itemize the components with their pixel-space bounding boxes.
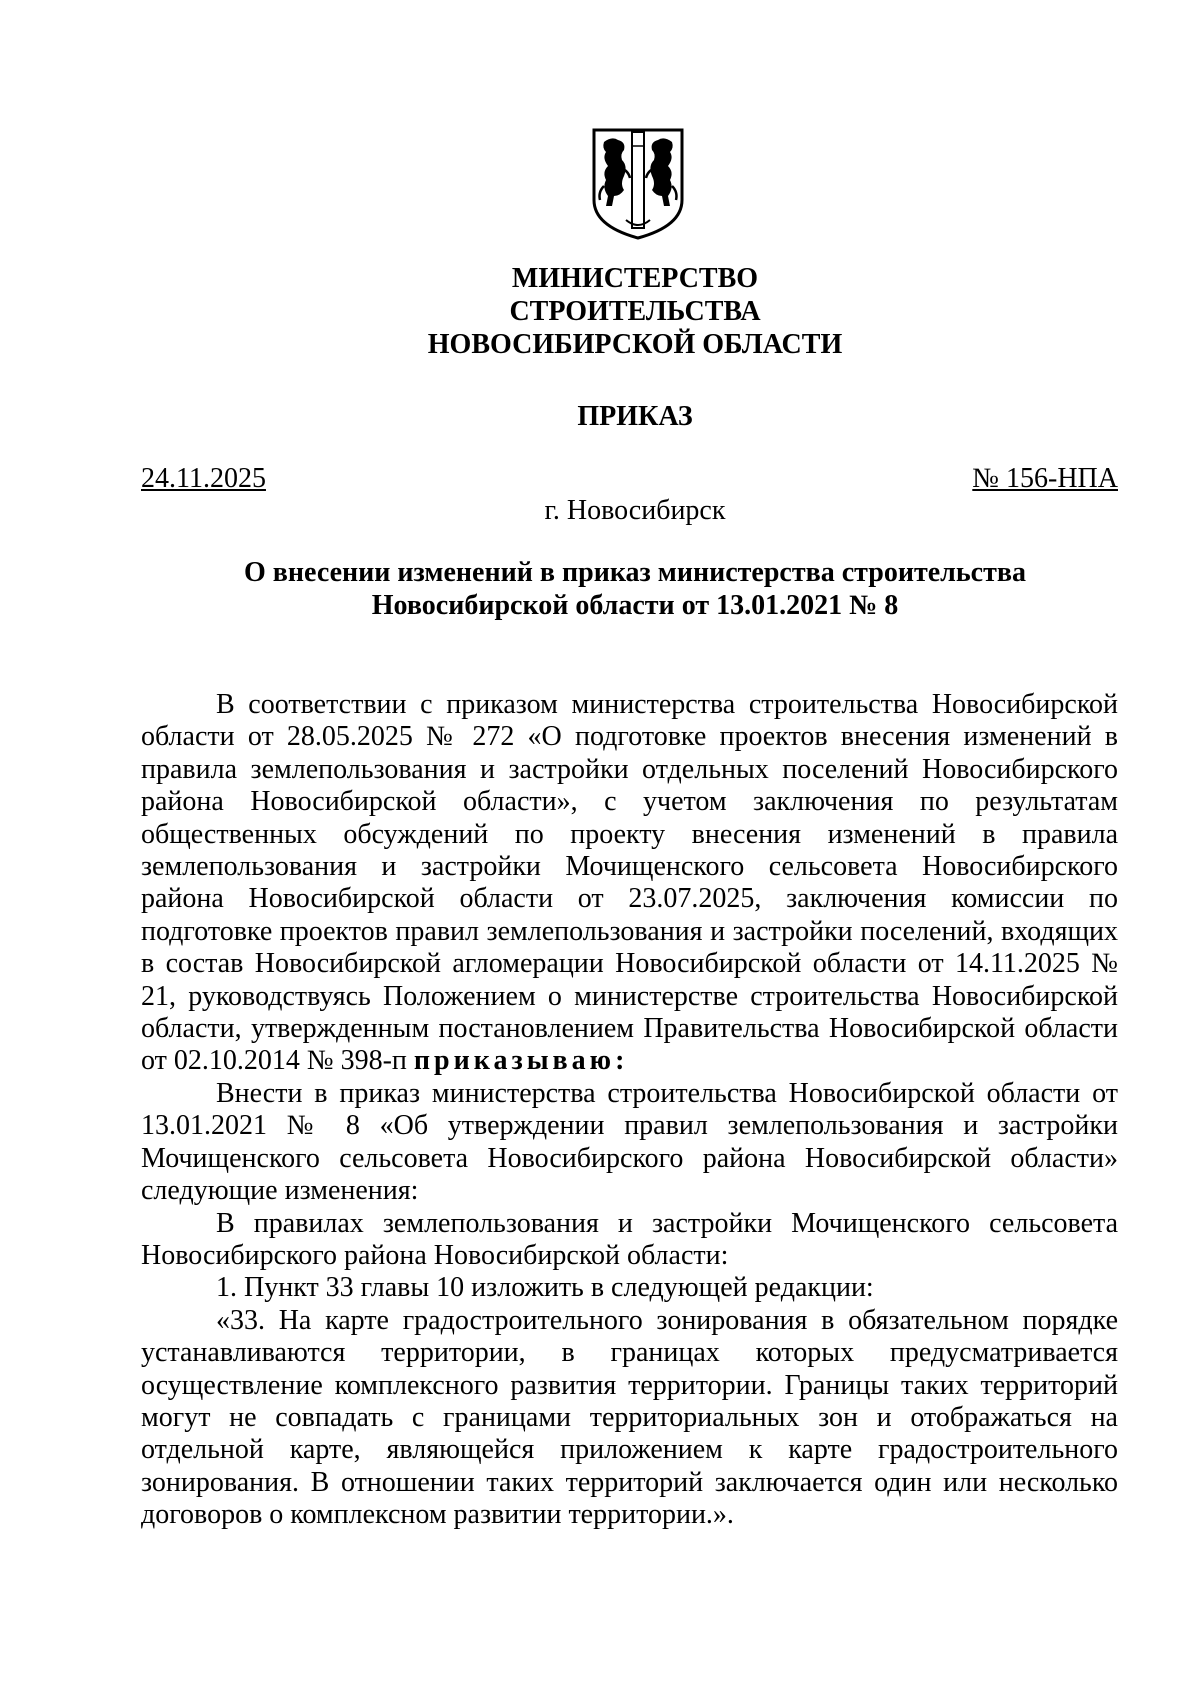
order-subject-line-2: Новосибирской области от 13.01.2021 № 8 [371, 590, 899, 621]
preamble-colon: : [615, 1045, 625, 1077]
order-number: № 156-НПА [972, 463, 1118, 494]
order-subject [0, 556, 1200, 622]
item-33-paragraph: «33. На карте градостроительного зонирования в обязательном порядке устанавливаются территории, в границах которых предусматривается осуществление комплексного развития территории. Границы таких территорий могут не совпадать с границами территориальных зон и отображаться на отдельной карте, являющейся приложением к карте градостроительного зонирования. В отношении таких территорий заключается один или несколько договоров о комплексном развитии территории.». [141, 1304, 1118, 1531]
ministry-name-line-3: НОВОСИБИРСКОЙ ОБЛАСТИ [427, 329, 843, 360]
coat-of-arms-emblem [590, 126, 686, 242]
preamble-text: В соответствии с приказом министерства строительства Новосибирской области от 28.05.2025 № 272 «О подготовке проектов внесения изменений в правила землепользования и застройки отдельных поселений Новосибирского района Новосибирской области», с учетом заключения по результатам общественных обсуждений по проекту внесения изменений в правила землепользования и застройки Мочищенского сельсовета Новосибирского района Новосибирской области от 23.07.2025, заключения комиссии по подготовке проектов правил землепользования и застройки поселений, входящих в состав Новосибирской агломерации Новосибирской области от 14.11.2025 № 21, руководствуясь Положением о министерстве строительства Новосибирской области, утвержденным постановлением Правительства Новосибирской области от 02.10.2014 № 398-п [141, 689, 1118, 1077]
order-body [141, 689, 1118, 1532]
ministry-name [0, 262, 1200, 361]
preamble-paragraph [141, 689, 1118, 1078]
order-city: г. Новосибирск [544, 495, 726, 526]
ministry-name-line-2: СТРОИТЕЛЬСТВА [509, 296, 761, 327]
coat-of-arms-icon [590, 126, 686, 242]
item-1-paragraph: 1. Пункт 33 главы 10 изложить в следующей редакции: [216, 1272, 874, 1304]
order-date: 24.11.2025 [141, 463, 266, 494]
preamble-order-word: приказываю [413, 1045, 616, 1077]
ministry-name-line-1: МИНИСТЕРСТВО [511, 263, 759, 294]
amendment-paragraph: Внести в приказ министерства строительства Новосибирской области от 13.01.2021 № 8 «Об утверждении правил землепользования и застройки Мочищенского сельсовета Новосибирского района Новосибирской области» следующие изменения: [141, 1077, 1118, 1207]
document-type-title: ПРИКАЗ [577, 401, 693, 432]
rules-paragraph: В правилах землепользования и застройки Мочищенского сельсовета Новосибирского района Новосибирской области: [141, 1207, 1118, 1271]
order-subject-line-1: О внесении изменений в приказ министерства строительства [244, 557, 1026, 588]
